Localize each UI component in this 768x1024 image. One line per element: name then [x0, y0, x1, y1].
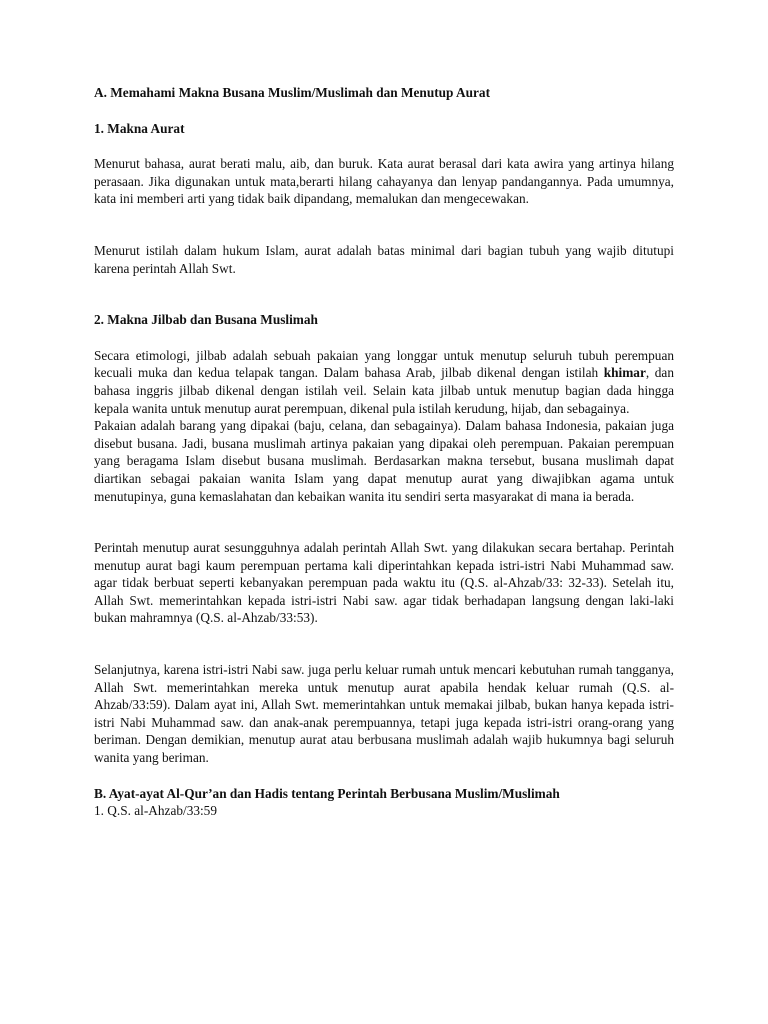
paragraph-perintah-menutup-aurat: Perintah menutup aurat sesungguhnya adalah perintah Allah Swt. yang dilakukan secara bertahap. Perintah menutup aurat bagi kaum perempuan pertama kali diperintahkan kepada istri-istri Nabi Muhammad saw. agar tidak berbuat seperti kebanyakan perempuan pada waktu itu (Q.S. al-Ahzab/33: 32-33). Setelah itu, Allah Swt. memerintahkan kepada istri-istri Nabi saw. agar tidak berhadapan langsung dengan laki-laki bukan mahramnya (Q.S. al-Ahzab/33:53).	[94, 540, 674, 626]
term-khimar: khimar	[603, 365, 646, 381]
paragraph-pakaian: Pakaian adalah barang yang dipakai (baju, celana, dan sebagainya). Dalam bahasa Indonesia, pakaian juga disebut busana. Jadi, busana muslimah artinya pakaian yang dipakai oleh perempuan. Pakaian perempuan yang beragama Islam disebut busana muslimah. Berdasarkan makna tersebut, busana muslimah dapat diartikan sebagai pakaian wanita Islam yang dapat menutup aurat yang diwajibkan agama untuk menutupinya, guna kemaslahatan dan kebaikan wanita itu sendiri serta masyarakat di mana ia berada.	[94, 418, 674, 504]
section-a-heading: A. Memahami Makna Busana Muslim/Muslimah dan Menutup Aurat	[94, 85, 491, 100]
paragraph-aurat-bahasa: Menurut bahasa, aurat berati malu, aib, dan buruk. Kata aurat berasal dari kata awira yang artinya hilang perasaan. Jika digunakan untuk mata,berarti hilang cahayanya dan lenyap pandangannya. Pada umumnya, kata ini memberi arti yang tidak baik dipandang, memalukan dan mengecewakan.	[94, 156, 674, 207]
section-b-heading: B. Ayat-ayat Al-Qur’an dan Hadis tentang Perintah Berbusana Muslim/Muslimah	[94, 785, 560, 801]
subsection-1-heading: 1. Makna Aurat	[94, 120, 185, 136]
paragraph-jilbab-text-2: , dan bahasa inggris jilbab dikenal dengan istilah veil. Selain kata jilbab untuk menutup bagian dada hingga kepala wanita untuk menutup aurat perempuan, dikenal pula istilah kerudung, hijab, dan sebagainya.	[94, 365, 674, 416]
paragraph-selanjutnya: Selanjutnya, karena istri-istri Nabi saw. juga perlu keluar rumah untuk mencari kebutuhan rumah tangganya, Allah Swt. memerintahkan mereka untuk menutup aurat apabila hendak keluar rumah (Q.S. al-Ahzab/33:59). Dalam ayat ini, Allah Swt. memerintahkan untuk memakai jilbab, bukan hanya kepada istri-istri Nabi Muhammad saw. dan anak-anak perempuannya, tetapi juga kepada istri-istri orang-orang yang beriman. Dengan demikian, menutup aurat atau berbusana muslimah adalah wajib hukumnya bagi seluruh wanita yang beriman.	[94, 662, 674, 766]
document-body	[94, 84, 674, 820]
paragraph-aurat-istilah: Menurut istilah dalam hukum Islam, aurat adalah batas minimal dari bagian tubuh yang wajib ditutupi karena perintah Allah Swt.	[94, 242, 674, 276]
subsection-2-heading: 2. Makna Jilbab dan Busana Muslimah	[94, 312, 318, 328]
list-item-qs-al-ahzab: 1. Q.S. al-Ahzab/33:59	[94, 803, 217, 819]
paragraph-jilbab-text-1: Secara etimologi, jilbab adalah sebuah pakaian yang longgar untuk menutup seluruh tubuh perempuan kecuali muka dan kedua telapak tangan. Dalam bahasa Arab, jilbab dikenal dengan istilah	[94, 347, 674, 381]
paragraph-jilbab-etimologi	[94, 347, 674, 417]
